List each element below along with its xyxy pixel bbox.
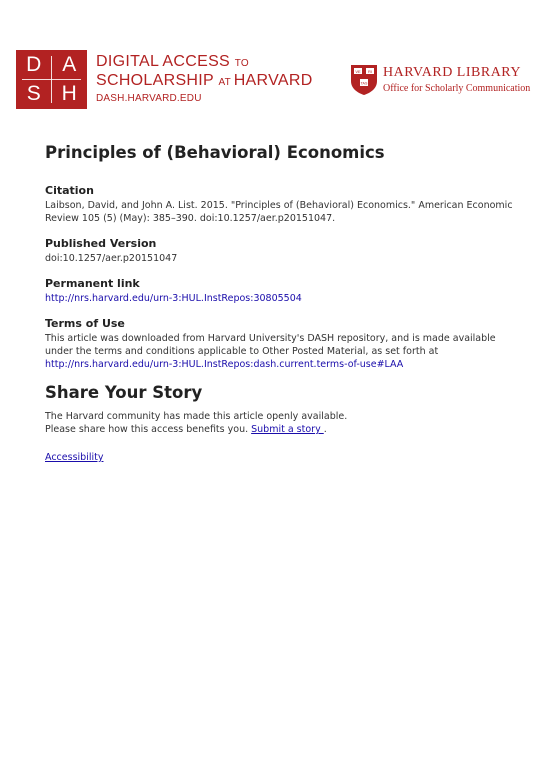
dash-logo-letter-d: D [26, 52, 42, 76]
published-version-label: Published Version [45, 237, 157, 250]
citation-label: Citation [45, 184, 94, 197]
dash-url: DASH.HARVARD.EDU [96, 93, 202, 104]
published-version-doi: doi:10.1257/aer.p20151047 [45, 253, 178, 264]
dash-wordmark [96, 54, 313, 104]
dash-wordmark-line2: SCHOLARSHIP AT HARVARD [96, 72, 313, 89]
svg-text:TAS: TAS [360, 81, 368, 86]
article-title: Principles of (Behavioral) Economics [45, 143, 385, 162]
svg-text:RI: RI [368, 69, 372, 74]
main-content [45, 143, 515, 463]
dash-logo-letter-a: A [62, 52, 77, 76]
submit-story-link[interactable]: Submit a story [251, 424, 324, 435]
harvard-library-wordmark [383, 66, 530, 94]
permanent-link[interactable]: http://nrs.harvard.edu/urn-3:HUL.InstRepos:30805504 [45, 293, 302, 304]
terms-of-use-label: Terms of Use [45, 317, 125, 330]
accessibility-link[interactable]: Accessibility [45, 452, 104, 463]
page-header [0, 0, 550, 120]
dash-logo-letter-h: H [61, 82, 77, 106]
dash-wordmark-line1: DIGITAL ACCESS TO [96, 53, 249, 70]
harvard-library-subtitle: Office for Scholarly Communication [383, 83, 531, 94]
dash-logo-divider-horizontal [22, 79, 81, 80]
permanent-link-section [45, 277, 515, 305]
terms-of-use-section [45, 317, 515, 371]
dash-logo-letter-s: S [26, 82, 41, 106]
citation-text: Laibson, David, and John A. List. 2015. "Principles of (Behavioral) Economics." American Economic Review 105 (5) (May): 385–390. doi:10.1257/aer.p20151047. [45, 200, 513, 224]
published-version-section [45, 237, 515, 265]
terms-of-use-link[interactable]: http://nrs.harvard.edu/urn-3:HUL.InstRepos:dash.current.terms-of-use#LAA [45, 359, 404, 370]
terms-of-use-text: This article was downloaded from Harvard University's DASH repository, and is made available under the terms and conditions applicable to Other Posted Material, as set forth at http://nrs.harvard.edu/urn-3:HUL.InstRepos:dash.current.terms-of-use#LAA [45, 333, 496, 370]
harvard-shield-icon [350, 64, 378, 96]
citation-section [45, 184, 515, 225]
permanent-link-label: Permanent link [45, 277, 140, 290]
harvard-library-title: HARVARD LIBRARY [383, 65, 521, 80]
svg-text:VE: VE [355, 69, 361, 74]
share-story-line2: Please share how this access benefits you. Submit a story . [45, 424, 327, 435]
share-story-title: Share Your Story [45, 383, 203, 402]
dash-logo [16, 50, 87, 109]
share-story-line1: The Harvard community has made this article openly available. [45, 411, 348, 422]
